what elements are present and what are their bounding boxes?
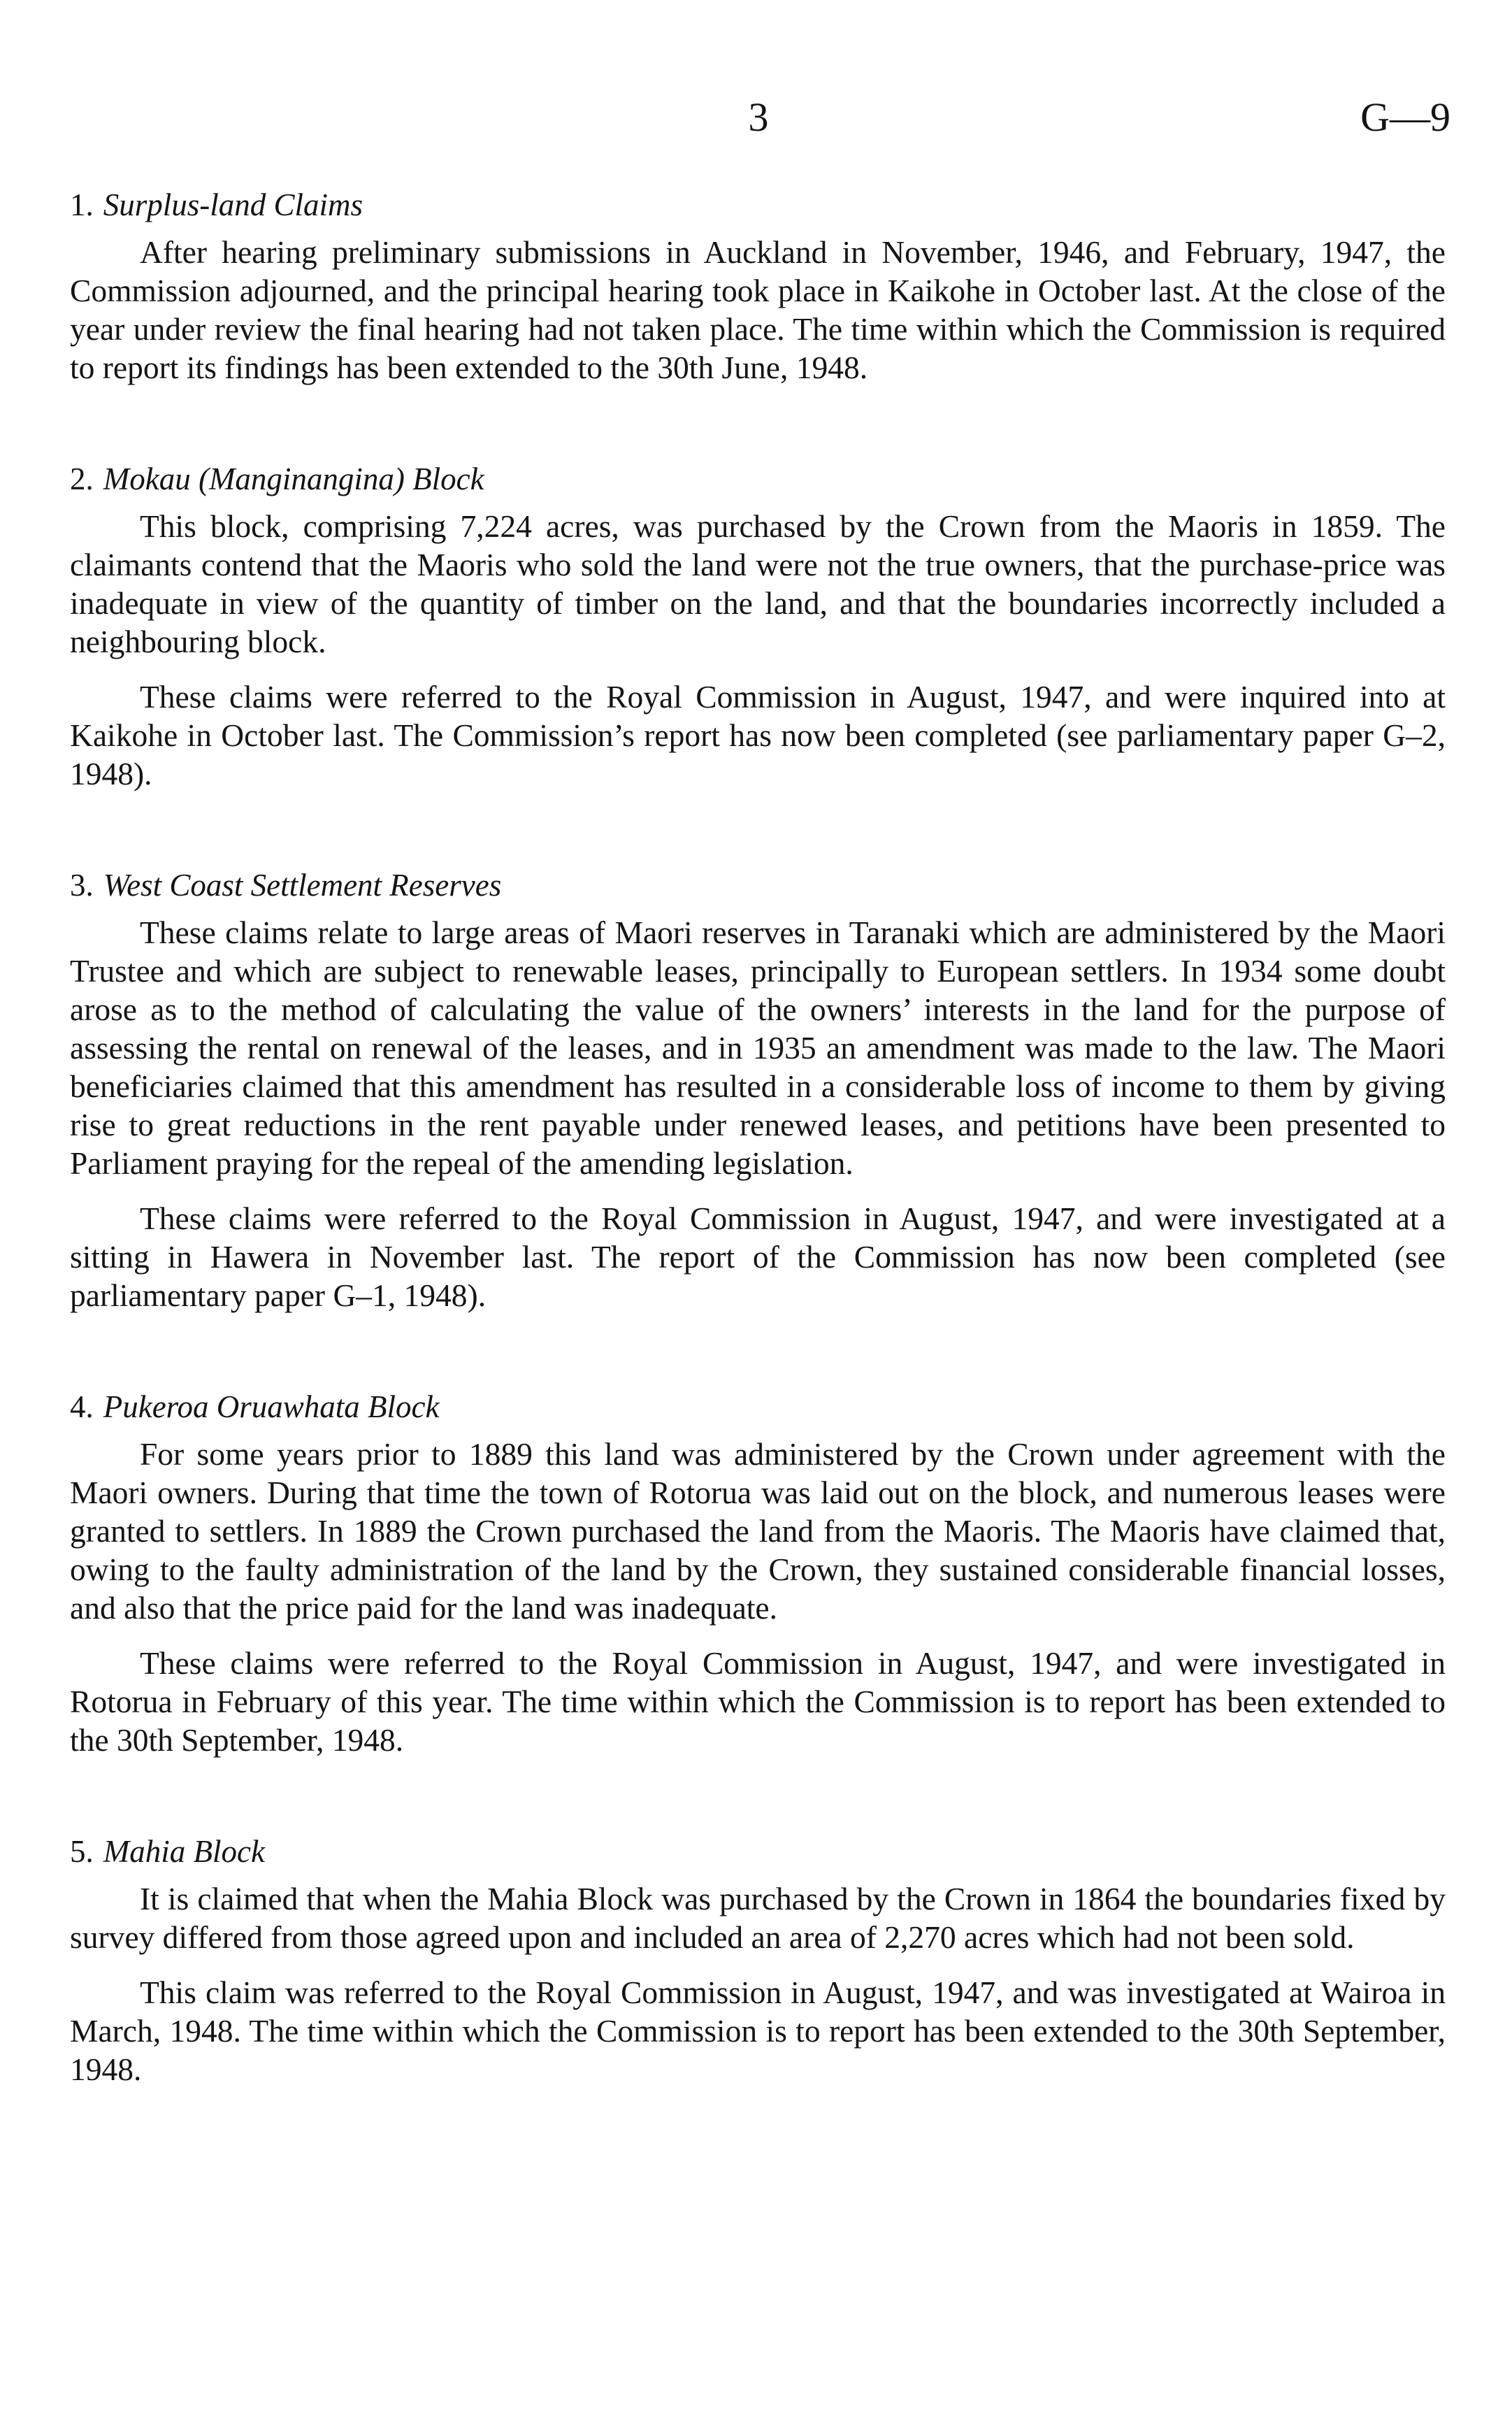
- section-title: West Coast Settlement Reserves: [103, 868, 502, 903]
- section-heading: [70, 866, 1446, 905]
- document-reference: G—9: [1360, 94, 1450, 140]
- section-number: 4.: [70, 1389, 94, 1424]
- paragraph: These claims were referred to the Royal Commission in August, 1947, and were investigated in Rotorua in February of this year. The time within which the Commission is to report has been extended to the 30th September, 1948.: [70, 1645, 1446, 1758]
- paragraph: For some years prior to 1889 this land was administered by the Crown under agreement with the Maori owners. During that time the town of Rotorua was laid out on the block, and numerous leases were granted to settlers. In 1889 the Crown purchased the land from the Maoris. The Maoris have claimed that, owing to the faulty administration of the land by the Crown, they sustained considerable financial losses, and also that the price paid for the land was inadequate.: [70, 1436, 1446, 1626]
- section-pukeroa-oruawhata-block: [70, 1387, 1446, 1759]
- paragraph: It is claimed that when the Mahia Block was purchased by the Crown in 1864 the boundaries fixed by survey differed from those agreed upon and included an area of 2,270 acres which had not been sold.: [70, 1881, 1446, 1955]
- page-header: [0, 89, 1512, 145]
- section-title: Surplus-land Claims: [103, 187, 363, 222]
- section-heading: [70, 459, 1446, 499]
- section-mahia-block: [70, 1832, 1446, 2088]
- section-number: 5.: [70, 1834, 94, 1869]
- section-number: 2.: [70, 461, 94, 496]
- section-number: 3.: [70, 868, 94, 903]
- page-number: 3: [748, 94, 769, 140]
- section-mokau-block: [70, 459, 1446, 793]
- section-number: 1.: [70, 187, 94, 222]
- section-west-coast-settlement-reserves: [70, 866, 1446, 1314]
- section-title: Mokau (Manginangina) Block: [103, 461, 484, 496]
- paragraph: These claims were referred to the Royal Commission in August, 1947, and were investigated at a sitting in Hawera in November last. The report of the Commission has now been completed (see parliamentary paper G–1, 1948).: [70, 1201, 1446, 1313]
- paragraph: These claims relate to large areas of Maori reserves in Taranaki which are administered by the Maori Trustee and which are subject to renewable leases, principally to European settlers. In 1934 some doubt arose as to the method of calculating the value of the owners’ interests in the land for the purpose of assessing the rental on renewal of the leases, and in 1935 an amendment was made to the law. The Maori beneficiaries claimed that this amendment has resulted in a considerable loss of income to them by giving rise to great reductions in the rent payable under renewed leases, and petitions have been presented to Parliament praying for the repeal of the amending legislation.: [70, 915, 1446, 1181]
- paragraph: This block, comprising 7,224 acres, was purchased by the Crown from the Maoris in 1859. The claimants contend that the Maoris who sold the land were not the true owners, that the purchase-price was inadequate in view of the quantity of timber on the land, and that the boundaries incorrectly included a neighbouring block.: [70, 508, 1446, 659]
- section-heading: [70, 185, 1446, 224]
- paragraph: This claim was referred to the Royal Commission in August, 1947, and was investigated at Wairoa in March, 1948. The time within which the Commission is to report has been extended to the 30th September, 1948.: [70, 1975, 1446, 2087]
- section-title: Pukeroa Oruawhata Block: [103, 1389, 440, 1424]
- page-content: [70, 185, 1446, 2161]
- section-title: Mahia Block: [103, 1834, 265, 1869]
- section-heading: [70, 1832, 1446, 1871]
- paragraph: After hearing preliminary submissions in Auckland in November, 1946, and February, 1947, the Commission adjourned, and the principal hearing took place in Kaikohe in October last. At the close of the year under review the final hearing had not taken place. The time within which the Commission is required to report its findings has been extended to the 30th June, 1948.: [70, 234, 1446, 385]
- section-heading: [70, 1387, 1446, 1426]
- paragraph: These claims were referred to the Royal Commission in August, 1947, and were inquired into at Kaikohe in October last. The Commission’s report has now been completed (see parliamentary paper G–2, 1948).: [70, 679, 1446, 791]
- section-surplus-land-claims: [70, 185, 1446, 387]
